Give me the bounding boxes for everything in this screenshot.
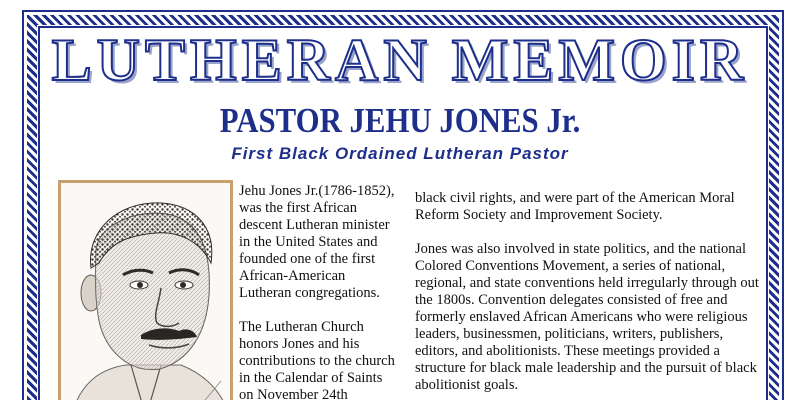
bio-paragraph-4: Jones was also involved in state politics, and the national Colored Conventions Movement, a series of national, regional, and state conventions held irregularly through out the 1800s. Convention delegates consisted of free and formerly enslaved African Americans who were religious leaders, businessmen, politicians, writers, publishers, editors, and abolitionists. These meetings provided a structure for black male leadership and the pursuit of black abolitionist goals.: [415, 241, 759, 393]
bio-paragraph-3: black civil rights, and were part of the American Moral Reform Society and Improvement Society.: [415, 190, 735, 223]
pastor-name-heading: PASTOR JEHU JONES Jr.: [219, 101, 581, 140]
portrait-image: [58, 180, 233, 400]
tagline: First Black Ordained Lutheran Pastor: [231, 144, 569, 163]
portrait-sketch: [61, 183, 230, 400]
column-left: [239, 183, 399, 400]
column-right: [415, 190, 765, 400]
bio-paragraph-1: Jehu Jones Jr.(1786-1852), was the first African descent Lutheran minister in the United States and founded one of the first African-American Lutheran congregations.: [239, 183, 395, 301]
bio-paragraph-2: The Lutheran Church honors Jones and his contributions to the church in the Calendar of Saints on November 24th: [239, 319, 395, 400]
page-title: LUTHERAN MEMOIR: [51, 27, 749, 93]
